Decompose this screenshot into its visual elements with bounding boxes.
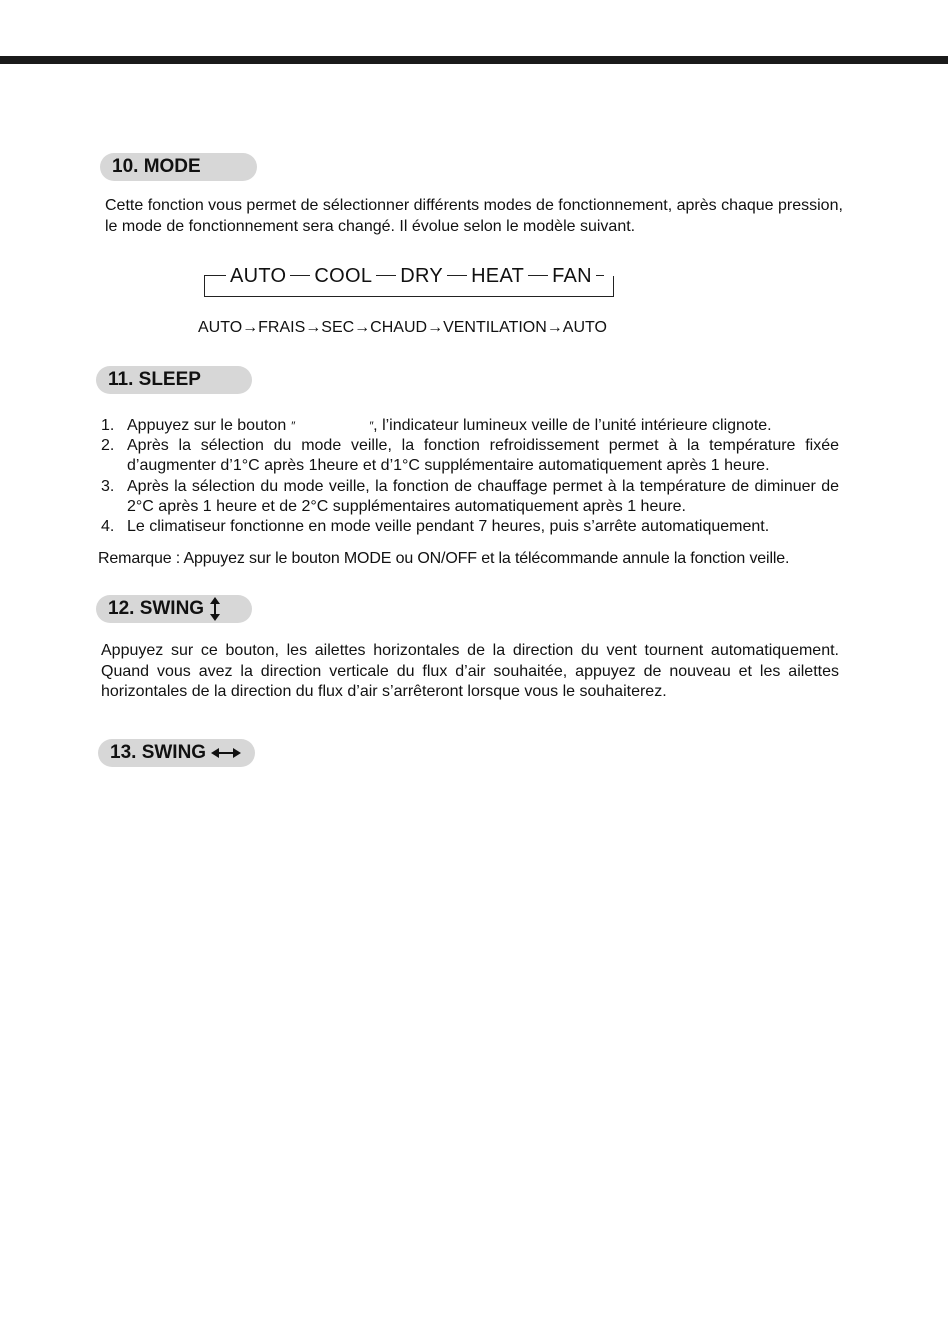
step-number: 4. — [101, 518, 115, 536]
sleep-note: Remarque : Appuyez sur le bouton MODE ou ON/OFF et la télécommande annule la fonction veille. — [98, 550, 790, 567]
cycle-connector — [290, 275, 310, 276]
cycle-connector — [528, 275, 548, 276]
quote-mark: ″ — [368, 419, 374, 433]
cycle-connector — [376, 275, 396, 276]
swing-vertical-heading-text: 12. SWING — [108, 598, 205, 619]
cycle-dry: DRY — [400, 265, 444, 287]
mode-cycle — [204, 264, 604, 288]
cycle-heat: HEAT — [471, 265, 525, 287]
sleep-heading-text: 11. SLEEP — [108, 369, 201, 390]
step-text: Le climatiseur fonctionne en mode veille pendant 7 heures, puis s’arrête automatiquement. — [127, 518, 770, 536]
mode-french-cycle: AUTO→FRAIS→SEC→CHAUD→VENTILATION→AUTO — [198, 319, 607, 336]
step-number: 1. — [101, 417, 115, 434]
swing-vertical-heading — [96, 595, 252, 623]
horizontal-arrows-icon — [206, 742, 241, 763]
cycle-connector — [204, 275, 226, 276]
step-number: 3. — [101, 477, 115, 495]
step-text: Après la sélection du mode veille, la fonction de chauffage permet à la température de diminuer de 2°C après 1 heure et de 2°C supplémentaires automatiquement après 1 heure. — [127, 477, 839, 515]
swing-horizontal-heading — [98, 739, 255, 767]
mode-heading-text: 10. MODE — [112, 156, 201, 177]
step-text: Après la sélection du mode veille, la fonction refroidissement permet à la température fixée d’augmenter d’1°C après 1heure et d’1°C supplémentaire automatiquement après 1 heure. — [127, 437, 839, 475]
list-item — [101, 477, 839, 517]
sleep-steps — [101, 416, 839, 537]
quote-mark: ″ — [290, 419, 295, 433]
cycle-fan: FAN — [552, 265, 592, 287]
swing-horizontal-heading-text: 13. SWING — [110, 742, 207, 763]
mode-heading — [100, 153, 257, 181]
list-item — [101, 436, 839, 476]
cycle-cool: COOL — [314, 265, 373, 287]
cycle-connector — [447, 275, 467, 276]
step-text-after: , l’indicateur lumineux veille de l’unité intérieure clignote. — [373, 417, 772, 434]
cycle-connector — [596, 275, 604, 276]
list-item — [101, 416, 839, 436]
cycle-auto: AUTO — [230, 265, 287, 287]
vertical-arrows-icon — [209, 598, 221, 619]
step-text-before: Appuyez sur le bouton — [127, 417, 287, 434]
swing-vertical-body: Appuyez sur ce bouton, les ailettes horizontales de la direction du vent tournent automatiquement. Quand vous avez la direction verticale du flux d’air souhaitée, appuyez de nouveau et les ailettes horizontales de la direction du flux d’air s’arrêteront lorsque vous le souhaiterez. — [101, 642, 839, 700]
step-number: 2. — [101, 437, 115, 455]
sleep-heading — [96, 366, 252, 394]
mode-body: Cette fonction vous permet de sélectionner différents modes de fonctionnement, après chaque pression, le mode de fonctionnement sera changé. Il évolue selon le modèle suivant. — [105, 197, 843, 235]
list-item — [101, 517, 839, 537]
top-rule — [0, 56, 948, 64]
